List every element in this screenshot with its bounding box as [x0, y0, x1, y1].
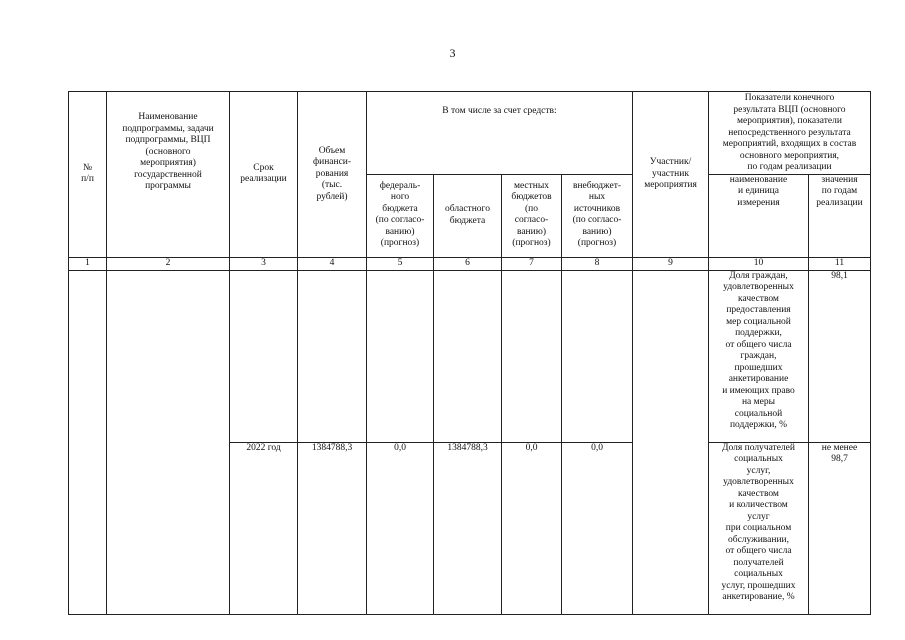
- column-number: 9: [633, 257, 709, 270]
- regional-value: 1384788,3: [434, 442, 502, 614]
- header-col-period: Срок реализации: [230, 92, 298, 258]
- column-number: 1: [69, 257, 107, 270]
- program-table: [68, 91, 871, 615]
- table-row: [69, 270, 871, 442]
- column-number: 5: [367, 257, 434, 270]
- header-col-indicator-value: значения по годам реализации: [809, 174, 871, 257]
- header-col-funding: Объем финанси- рования (тыс. рублей): [298, 92, 367, 258]
- column-number: 10: [709, 257, 809, 270]
- row-federal-cell: [367, 270, 434, 442]
- header-col-indicator-name: наименование и единица измерения: [709, 174, 809, 257]
- row-period-cell: [230, 270, 298, 442]
- row-extra-cell: [562, 270, 633, 442]
- header-col-local: местных бюджетов (по согласо- ванию) (прогноз): [502, 174, 562, 257]
- total-funding-value: 1384788,3: [298, 442, 367, 614]
- indicator-value: не менее 98,7: [809, 442, 871, 614]
- period-value: 2022 год: [230, 442, 298, 614]
- header-group-indicators: Показатели конечного результата ВЦП (основного мероприятия), показатели непосредственного результата мероприятий, входящих в состав основного мероприятия, по годам реализации: [709, 92, 871, 175]
- indicator-name: Доля граждан, удовлетворенных качеством предоставления мер социальной поддержки, от общего числа граждан, прошедших анкетирование и имеющих право на меры социальной поддержки, %: [709, 270, 809, 442]
- federal-value: 0,0: [367, 442, 434, 614]
- header-col-extra: внебюджет- ных источников (по согласо- ванию) (прогноз): [562, 174, 633, 257]
- row-local-cell: [502, 270, 562, 442]
- column-number-row: [69, 257, 871, 270]
- row-funding-cell: [298, 270, 367, 442]
- header-col-regional: областного бюджета: [434, 174, 502, 257]
- header-col-name: Наименование подпрограммы, задачи подпрограммы, ВЦП (основного мероприятия) государственной программы: [107, 92, 230, 258]
- page-number: 3: [449, 46, 456, 60]
- column-number: 7: [502, 257, 562, 270]
- column-number: 8: [562, 257, 633, 270]
- indicator-value: 98,1: [809, 270, 871, 442]
- column-number: 4: [298, 257, 367, 270]
- extra-value: 0,0: [562, 442, 633, 614]
- column-number: 2: [107, 257, 230, 270]
- column-number: 6: [434, 257, 502, 270]
- indicator-name: Доля получателей социальных услуг, удовлетворенных качеством и количеством услуг при социальном обслуживании, от общего числа получателей социальных услуг, прошедших анкетирование, %: [709, 442, 809, 614]
- local-value: 0,0: [502, 442, 562, 614]
- row-name-cell: [107, 270, 230, 614]
- column-number: 3: [230, 257, 298, 270]
- header-col-participant: Участник/ участник мероприятия: [633, 92, 709, 258]
- row-number-cell: [69, 270, 107, 614]
- header-col-number: № п/п: [69, 92, 107, 258]
- row-participant-cell: [633, 270, 709, 614]
- header-col-federal: федераль- ного бюджета (по согласо- ванию) (прогноз): [367, 174, 434, 257]
- column-number: 11: [809, 257, 871, 270]
- header-group-sources: В том числе за счет средств:: [367, 92, 633, 175]
- row-regional-cell: [434, 270, 502, 442]
